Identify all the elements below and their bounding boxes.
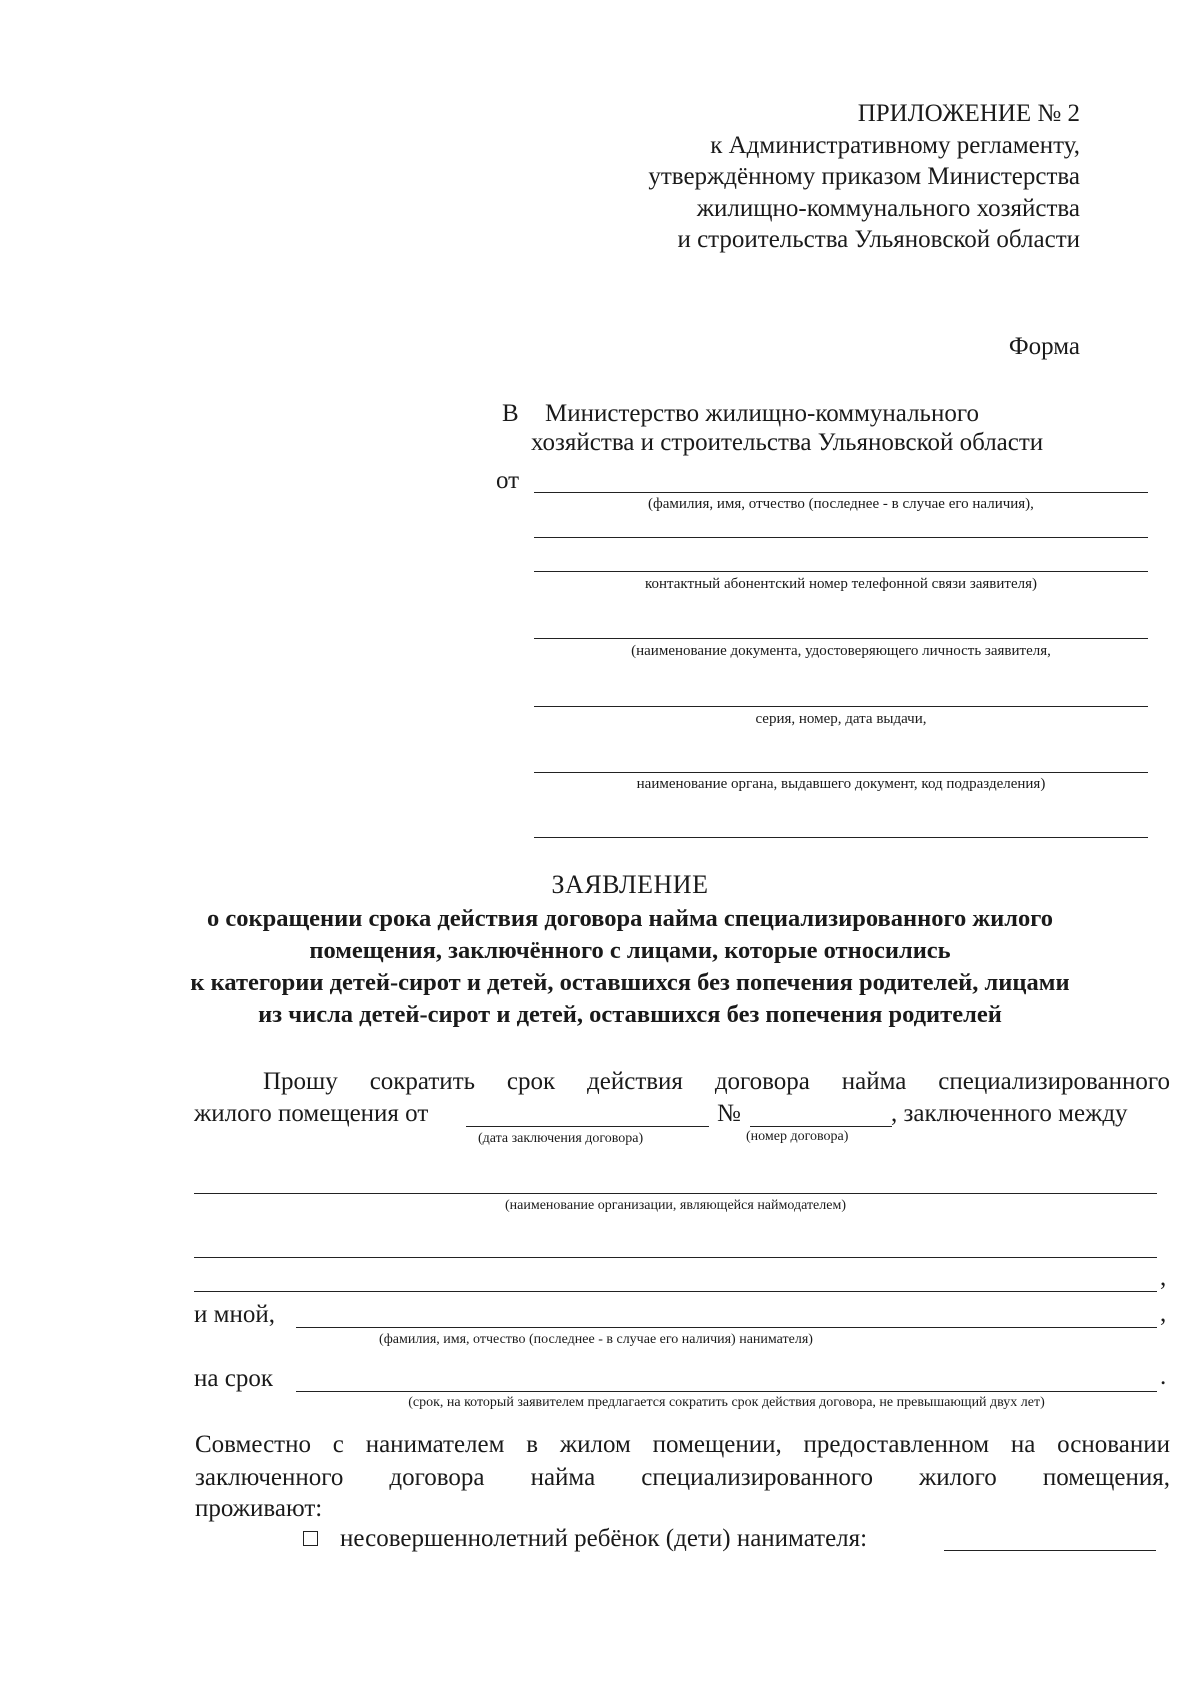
applicant-name-field-2[interactable]	[534, 537, 1148, 538]
request-line-1: Прошу сократить срок действия договора найма специализированного	[263, 1068, 1170, 1095]
document-title: ЗАЯВЛЕНИЕ	[551, 870, 709, 899]
request-line-2-start: жилого помещения от	[194, 1100, 429, 1127]
caption-tenant: (фамилия, имя, отчество (последнее - в случае его наличия) нанимателя)	[379, 1332, 813, 1347]
tenant-name-field[interactable]	[296, 1327, 1157, 1328]
addressee-line-1: Министерство жилищно-коммунального	[545, 400, 979, 427]
addressee-line-2: хозяйства и строительства Ульяновской области	[531, 429, 1044, 456]
applicant-phone-field[interactable]	[534, 571, 1148, 572]
children-names-field[interactable]	[944, 1550, 1156, 1551]
period-mark: .	[1160, 1363, 1167, 1390]
applicant-issuer-field[interactable]	[534, 772, 1148, 773]
caption-series: серия, номер, дата выдачи,	[755, 711, 927, 727]
applicant-document-field[interactable]	[534, 638, 1148, 639]
comma-mark-2: ,	[1160, 1300, 1167, 1327]
appendix-line-3: жилищно-коммунального хозяйства	[696, 194, 1080, 222]
caption-contract-date: (дата заключения договора)	[478, 1131, 644, 1146]
appendix-line-1: к Административному регламенту,	[710, 131, 1080, 159]
checkbox-label: несовершеннолетний ребёнок (дети) нанимателя:	[340, 1525, 868, 1552]
appendix-line-4: и строительства Ульяновской области	[677, 226, 1080, 253]
appendix-header	[648, 98, 1080, 256]
landlord-field-2[interactable]	[194, 1257, 1157, 1258]
subtitle-line-3: к категории детей-сирот и детей, оставшихся без попечения родителей, лицами	[190, 969, 1070, 996]
subtitle-line-2: помещения, заключённого с лицами, которые относились	[309, 937, 951, 964]
cohabit-line-3: проживают:	[195, 1495, 323, 1522]
comma-mark: ,	[1160, 1264, 1167, 1291]
request-line-2-end: , заключенного между	[891, 1100, 1128, 1127]
landlord-field[interactable]	[194, 1193, 1157, 1194]
cohabit-line-2: заключенного договора найма специализированного жилого помещения,	[195, 1464, 1170, 1491]
subtitle-line-1: о сокращении срока действия договора найма специализированного жилого	[206, 905, 1054, 932]
caption-fio: (фамилия, имя, отчество (последнее - в случае его наличия),	[648, 496, 1034, 512]
appendix-title: ПРИЛОЖЕНИЕ № 2	[857, 100, 1080, 127]
term-label: на срок	[194, 1365, 273, 1392]
form-label: Форма	[1008, 333, 1080, 360]
applicant-series-field[interactable]	[534, 706, 1148, 707]
caption-landlord: (наименование организации, являющейся наймодателем)	[505, 1198, 846, 1213]
landlord-field-3[interactable]	[194, 1291, 1157, 1292]
caption-term: (срок, на который заявителем предлагается сократить срок действия договора, не превышающий двух лет)	[408, 1395, 1045, 1410]
appendix-line-2: утверждённому приказом Министерства	[648, 163, 1080, 190]
minor-children-checkbox[interactable]	[303, 1531, 318, 1546]
contract-number-field[interactable]	[750, 1126, 892, 1127]
applicant-name-field[interactable]	[534, 492, 1148, 493]
and-me-label: и мной,	[194, 1301, 275, 1328]
number-sign: №	[717, 1100, 741, 1127]
applicant-extra-field[interactable]	[534, 837, 1148, 838]
caption-phone: контактный абонентский номер телефонной связи заявителя)	[644, 576, 1038, 592]
contract-date-field[interactable]	[466, 1126, 709, 1127]
caption-contract-number: (номер договора)	[746, 1129, 849, 1144]
term-field[interactable]	[296, 1391, 1157, 1392]
addressee-prefix: В	[502, 400, 519, 427]
from-prefix: от	[496, 467, 520, 494]
subtitle-line-4: из числа детей-сирот и детей, оставшихся без попечения родителей	[258, 1001, 1002, 1028]
document-subtitle	[180, 903, 1080, 1031]
caption-document: (наименование документа, удостоверяющего личность заявителя,	[631, 643, 1051, 659]
caption-issuer: наименование органа, выдавшего документ, код подразделения)	[636, 776, 1046, 792]
cohabit-line-1: Совместно с нанимателем в жилом помещении, предоставленном на основании	[195, 1431, 1170, 1458]
